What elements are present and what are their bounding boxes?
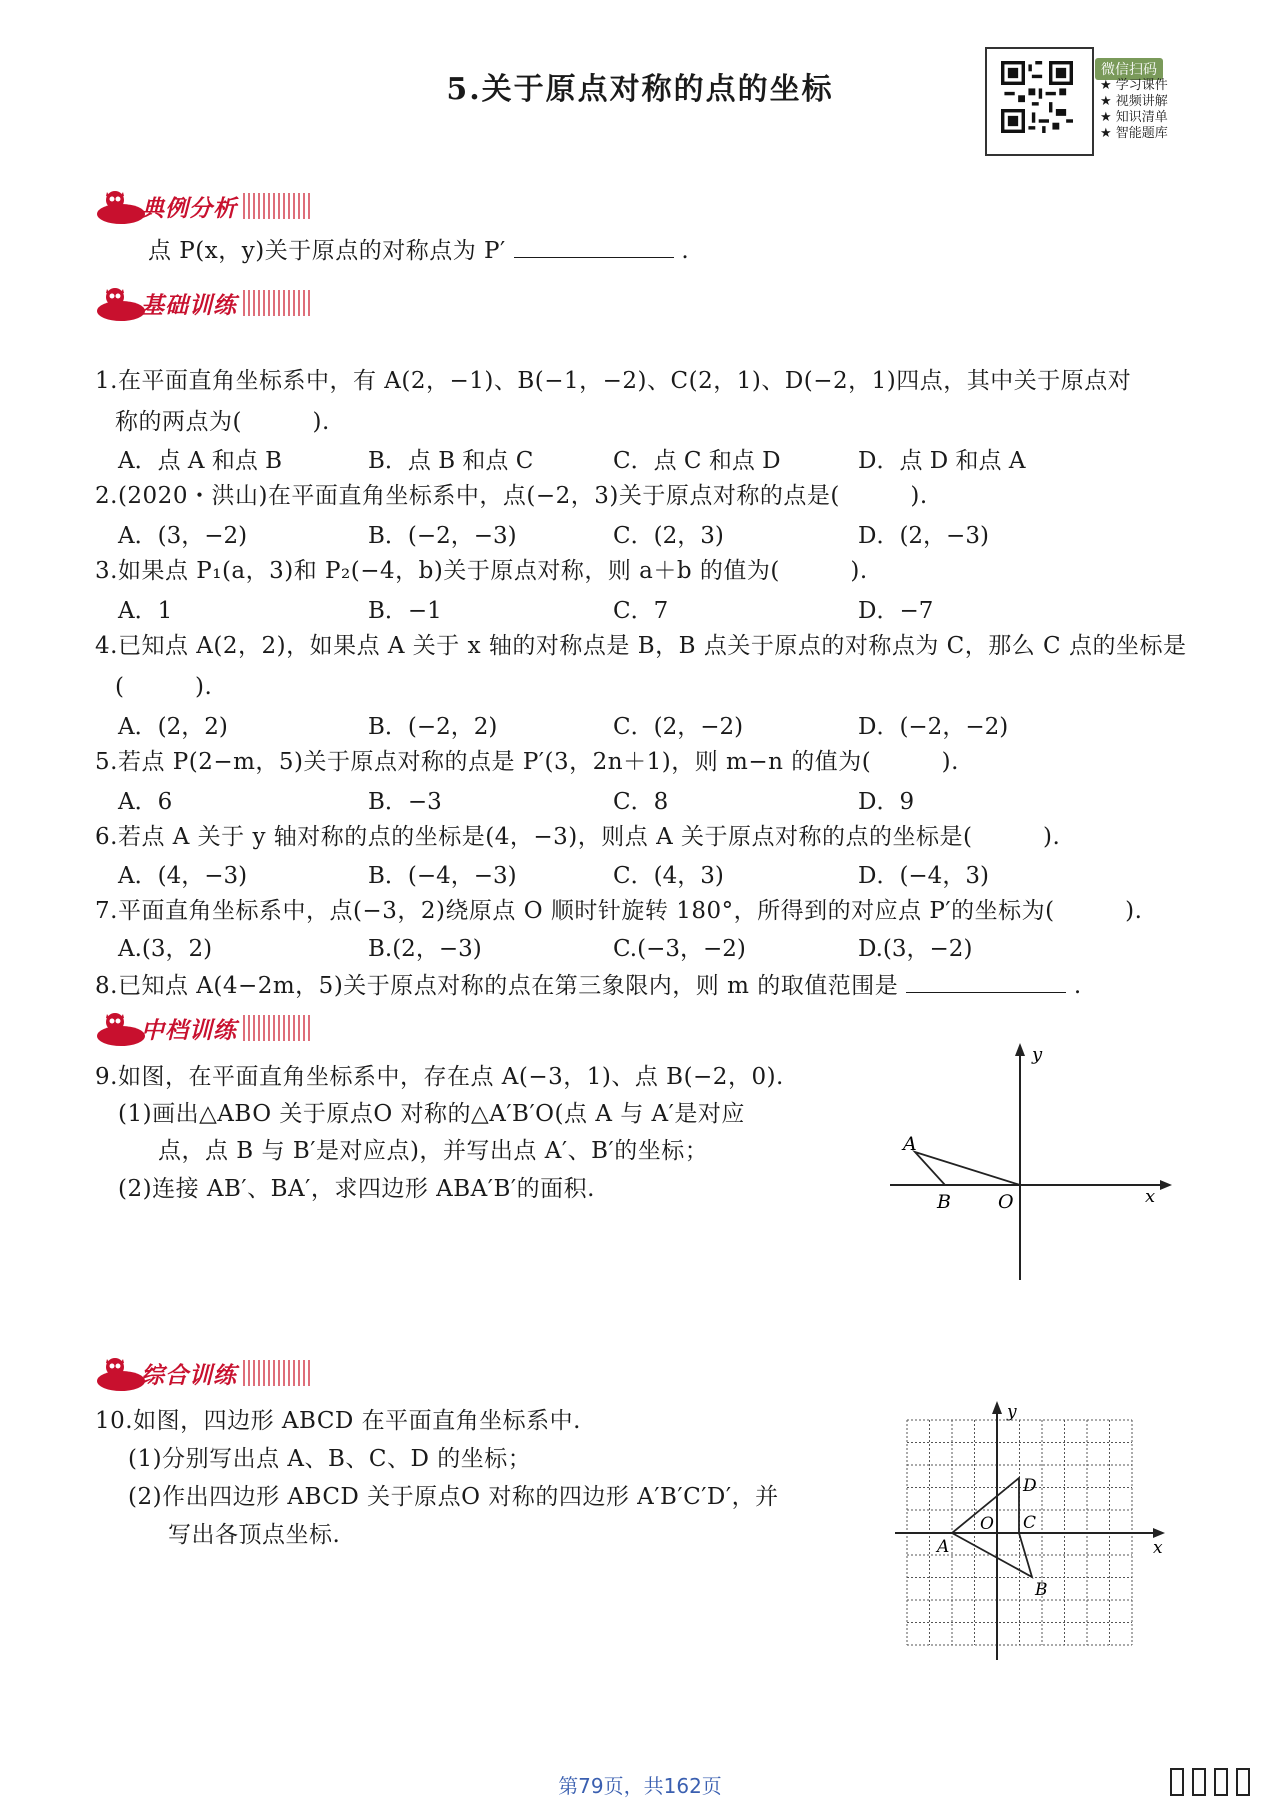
option-b[interactable]: B．−1 [368, 598, 442, 624]
section-title: 综合训练 [141, 1362, 237, 1389]
section-dots [243, 1015, 313, 1041]
section-header-mid [95, 1010, 313, 1046]
example-question: 点 P(x，y)关于原点的对称点为 P′ . [148, 238, 690, 264]
owl-mascot-icon [95, 1355, 147, 1391]
option-a[interactable]: A.(3，2) [118, 936, 213, 962]
section-title: 典例分析 [141, 195, 237, 222]
point-a-label: A [937, 1537, 950, 1557]
question-7-options [118, 930, 1118, 960]
question-9-line3: 点，点 B 与 B′是对应点)，并写出点 A′、B′的坐标； [158, 1138, 709, 1164]
x-axis-label: x [1153, 1538, 1163, 1558]
section-title: 基础训练 [141, 292, 237, 319]
option-a[interactable]: A．点 A 和点 B [118, 448, 283, 474]
question-2-options [118, 517, 1118, 547]
option-c[interactable]: C．点 C 和点 D [613, 448, 781, 474]
option-b[interactable]: B．(−2，2) [368, 714, 498, 740]
qr-feature-item: ★ 知识清单 [1100, 110, 1168, 125]
option-b[interactable]: B．(−4，−3) [368, 863, 517, 889]
owl-mascot-icon [95, 285, 147, 321]
question-7-line1: 7.平面直角坐标系中，点(−3，2)绕原点 O 顺时针旋转 180°，所得到的对应点 P′的坐标为( ). [95, 898, 1143, 924]
option-d[interactable]: D．(2，−3) [858, 523, 989, 549]
figure-9-coordinate-plane [885, 1040, 1175, 1290]
question-1-line2: 称的两点为( ). [115, 409, 330, 435]
option-c[interactable]: C.(−3，−2) [613, 936, 746, 962]
question-4-line2: ( ). [115, 674, 213, 700]
option-c[interactable]: C．(2，−2) [613, 714, 744, 740]
option-b[interactable]: B.(2，−3) [368, 936, 482, 962]
qr-scan-label: 微信扫码 [1095, 58, 1163, 80]
option-c[interactable]: C．7 [613, 598, 669, 624]
question-10-line4: 写出各顶点坐标. [168, 1522, 341, 1548]
scan-mark [1192, 1768, 1206, 1796]
option-d[interactable]: D．9 [858, 789, 915, 815]
question-4-line1: 4.已知点 A(2，2)，如果点 A 关于 x 轴的对称点是 B，B 点关于原点的对称点为 C，那么 C 点的坐标是 [95, 633, 1187, 659]
y-axis-label: y [1007, 1402, 1017, 1422]
owl-mascot-icon [95, 188, 147, 224]
question-6-line1: 6.若点 A 关于 y 轴对称的点的坐标是(4，−3)，则点 A 关于原点对称的点的坐标是( ). [95, 824, 1061, 850]
scan-mark [1170, 1768, 1184, 1796]
section-header-basic [95, 285, 313, 321]
y-axis-arrow-icon [992, 1401, 1002, 1414]
question-1-options [118, 442, 1118, 472]
owl-mascot-icon [95, 1010, 147, 1046]
option-b[interactable]: B．(−2，−3) [368, 523, 517, 549]
x-axis-arrow-icon [1153, 1528, 1165, 1538]
option-c[interactable]: C．(2，3) [613, 523, 724, 549]
answer-blank[interactable] [906, 992, 1066, 993]
question-3-options [118, 592, 1118, 622]
question-9-line4: (2)连接 AB′、BA′，求四边形 ABA′B′的面积. [118, 1176, 595, 1202]
section-dots [243, 193, 313, 219]
figure-10-grid-plane [895, 1395, 1175, 1665]
y-axis-label: y [1032, 1044, 1043, 1065]
option-d[interactable]: D．点 D 和点 A [858, 448, 1026, 474]
question-10-line1: 10.如图，四边形 ABCD 在平面直角坐标系中. [95, 1408, 581, 1434]
page-number: 第79页，共162页 [558, 1774, 722, 1798]
question-1-line1: 1.在平面直角坐标系中，有 A(2，−1)、B(−1，−2)、C(2，1)、D(−2，1)四点，其中关于原点对 [95, 368, 1132, 394]
y-axis-arrow-icon [1015, 1043, 1025, 1056]
qr-code[interactable] [985, 47, 1094, 156]
qr-feature-item: ★ 视频讲解 [1100, 94, 1168, 109]
point-b-label: B [1035, 1580, 1048, 1600]
qr-feature-item: ★ 学习课件 [1100, 78, 1168, 93]
point-a-label: A [903, 1133, 917, 1155]
question-10-line3: (2)作出四边形 ABCD 关于原点O 对称的四边形 A′B′C′D′，并 [128, 1484, 779, 1510]
option-a[interactable]: A．1 [118, 598, 173, 624]
option-d[interactable]: D．−7 [858, 598, 934, 624]
qr-code-icon [1001, 61, 1073, 133]
option-c[interactable]: C．8 [613, 789, 669, 815]
scan-mark [1214, 1768, 1228, 1796]
option-d[interactable]: D．(−4，3) [858, 863, 989, 889]
page-title: 5.关于原点对称的点的坐标 [446, 72, 834, 107]
option-b[interactable]: B．−3 [368, 789, 442, 815]
question-3-line1: 3.如果点 P₁(a，3)和 P₂(−4，b)关于原点对称，则 a＋b 的值为( ). [95, 558, 868, 584]
origin-label: O [980, 1514, 994, 1534]
option-a[interactable]: A．6 [118, 789, 173, 815]
question-8: 8.已知点 A(4−2m，5)关于原点对称的点在第三象限内，则 m 的取值范围是 . [95, 973, 1082, 999]
question-6-options [118, 857, 1118, 887]
qr-feature-list [1100, 78, 1168, 142]
point-c-label: C [1023, 1513, 1037, 1533]
answer-blank[interactable] [514, 257, 674, 258]
option-c[interactable]: C．(4，3) [613, 863, 724, 889]
question-4-options [118, 708, 1118, 738]
question-5-options [118, 783, 1118, 813]
qr-feature-item: ★ 智能题库 [1100, 126, 1168, 141]
point-d-label: D [1023, 1476, 1037, 1496]
option-d[interactable]: D．(−2，−2) [858, 714, 1009, 740]
question-10-line2: (1)分别写出点 A、B、C、D 的坐标； [128, 1446, 532, 1472]
section-dots [243, 1360, 313, 1386]
option-b[interactable]: B．点 B 和点 C [368, 448, 534, 474]
point-b-label: B [937, 1191, 951, 1213]
x-axis-label: x [1145, 1186, 1156, 1207]
option-d[interactable]: D.(3，−2) [858, 936, 973, 962]
section-dots [243, 290, 313, 316]
question-9-line1: 9.如图，在平面直角坐标系中，存在点 A(−3，1)、点 B(−2，0). [95, 1064, 784, 1090]
x-axis-arrow-icon [1160, 1180, 1172, 1190]
section-header-example [95, 188, 313, 224]
question-5-line1: 5.若点 P(2−m，5)关于原点对称的点是 P′(3，2n＋1)，则 m−n 的值为( ). [95, 749, 959, 775]
question-2-line1: 2.(2020・洪山)在平面直角坐标系中，点(−2，3)关于原点对称的点是( ). [95, 483, 928, 509]
option-a[interactable]: A．(4，−3) [118, 863, 248, 889]
option-a[interactable]: A．(2，2) [118, 714, 228, 740]
option-a[interactable]: A．(3，−2) [118, 523, 248, 549]
triangle-abo [915, 1152, 1020, 1185]
question-9-line2: (1)画出△ABO 关于原点O 对称的△A′B′O(点 A 与 A′是对应 [118, 1101, 745, 1127]
origin-label: O [998, 1191, 1014, 1213]
section-header-comprehensive [95, 1355, 313, 1391]
section-title: 中档训练 [141, 1017, 237, 1044]
scan-mark [1236, 1768, 1250, 1796]
